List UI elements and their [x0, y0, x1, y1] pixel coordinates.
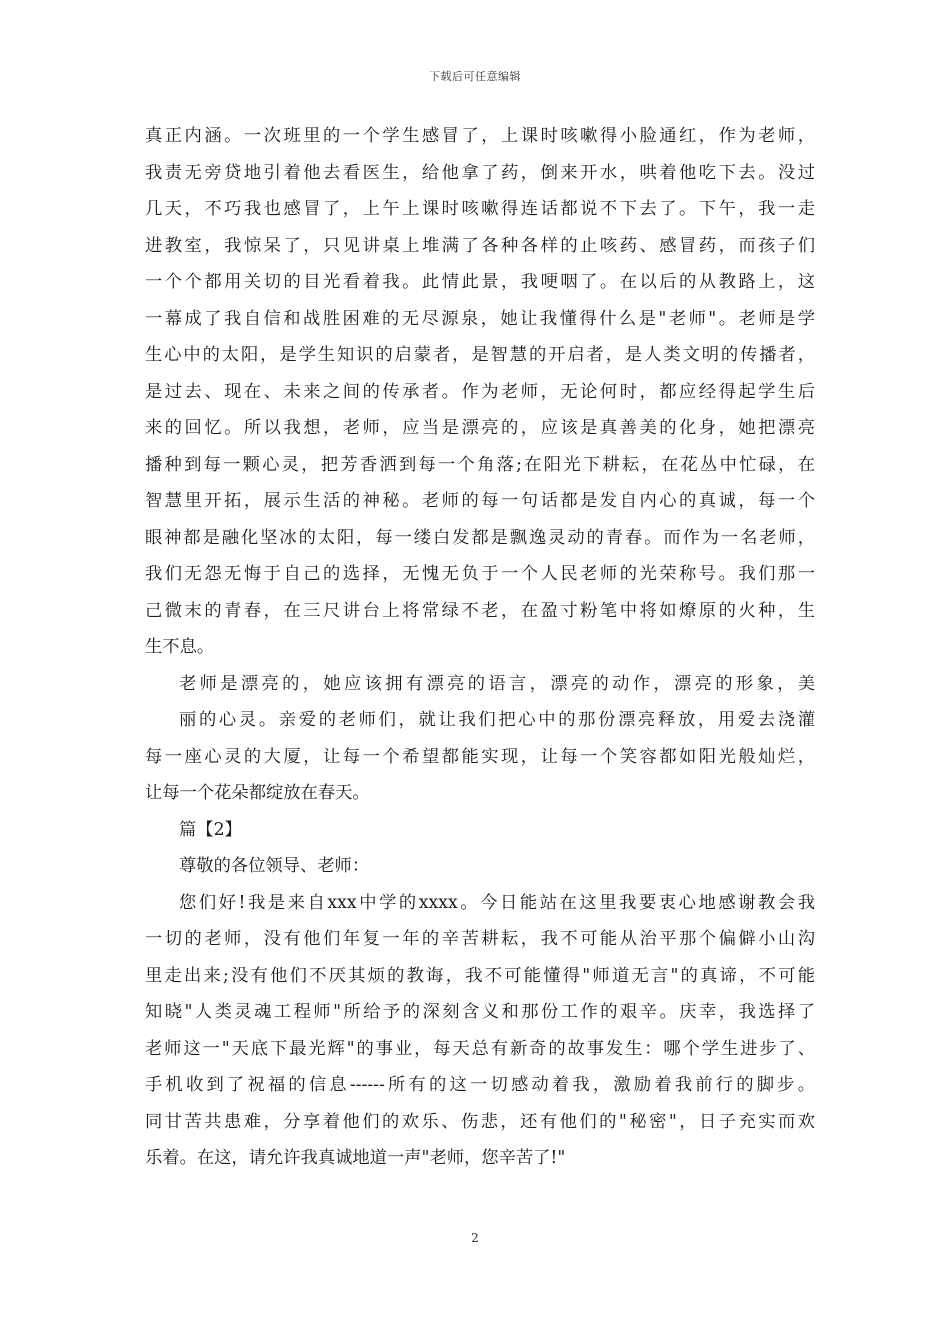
- text-line: 丽的心灵。亲爱的老师们，就让我们把心中的那份漂亮释放，用爱去浇灌: [179, 710, 815, 730]
- text-line: 生不息。: [145, 637, 215, 657]
- section-heading: 篇【2】: [179, 819, 242, 840]
- text-line: 播种到每一颗心灵，把芳香洒到每一个角落;在阳光下耕耘，在花丛中忙碌，在: [145, 454, 815, 475]
- text-line: 一幕成了我自信和战胜困难的无尽源泉，她让我懂得什么是"老师"。老师是学: [145, 308, 815, 329]
- text-line: 一个个都用关切的目光看着我。此情此景，我哽咽了。在以后的从教路上，这: [145, 272, 815, 292]
- text-line: 老师这一"天底下最光辉"的事业，每天总有新奇的故事发生：哪个学生进步了、: [145, 1038, 815, 1059]
- text-line: 真正内涵。一次班里的一个学生感冒了，上课时咳嗽得小脸通红，作为老师，: [145, 126, 815, 146]
- text-line: 一切的老师，没有他们年复一年的辛苦耕耘，我不可能从治平那个偏僻小山沟: [145, 929, 815, 949]
- text-line: 乐着。在这，请允许我真诚地道一声"老师，您辛苦了!": [145, 1148, 566, 1168]
- text-line: 是过去、现在、未来之间的传承者。作为老师，无论何时，都应经得起学生后: [145, 381, 815, 402]
- text-line: 同甘苦共患难，分享着他们的欢乐、伤悲，还有他们的"秘密"，日子充实而欢: [145, 1111, 815, 1132]
- text-line: 几天，不巧我也感冒了，上午上课时咳嗽得连话都说不下去了。下午，我一走: [145, 199, 815, 219]
- page-number: 2: [471, 1231, 479, 1245]
- document-body: [145, 118, 815, 1177]
- text-line: 己微末的青春，在三尺讲台上将常绿不老，在盈寸粉笔中将如燎原的火种，生: [145, 600, 815, 621]
- text-line: 来的回忆。所以我想，老师，应当是漂亮的，应该是真善美的化身，她把漂亮: [145, 418, 815, 438]
- text-line: 我们无怨无悔于自己的选择，无愧无负于一个人民老师的光荣称号。我们那一: [145, 564, 815, 584]
- text-line: 知晓"人类灵魂工程师"所给予的深刻含义和那份工作的艰辛。庆幸，我选择了: [145, 1002, 815, 1022]
- salutation: 尊敬的各位领导、老师：: [179, 856, 370, 876]
- text-line: 老师是漂亮的，她应该拥有漂亮的语言，漂亮的动作，漂亮的形象，美: [179, 673, 815, 694]
- text-line: 我责无旁贷地引着他去看医生，给他拿了药，倒来开水，哄着他吃下去。没过: [145, 162, 815, 183]
- text-line: 您们好!我是来自xxx中学的xxxx。今日能站在这里我要衷心地感谢教会我: [179, 892, 815, 913]
- text-line: 眼神都是融化坚冰的太阳，每一缕白发都是飘逸灵动的青春。而作为一名老师，: [145, 527, 815, 548]
- text-line: 里走出来;没有他们不厌其烦的教诲，我不可能懂得"师道无言"的真谛，不可能: [145, 965, 815, 986]
- text-line: 智慧里开拓，展示生活的神秘。老师的每一句话都是发自内心的真诚，每一个: [145, 491, 815, 511]
- text-line: 让每一个花朵都绽放在春天。: [145, 783, 370, 803]
- text-line: 生心中的太阳，是学生知识的启蒙者，是智慧的开启者，是人类文明的传播者，: [145, 345, 815, 365]
- header-note: 下载后可任意编辑: [429, 70, 521, 83]
- text-line: 每一座心灵的大厦，让每一个希望都能实现，让每一个笑容都如阳光般灿烂，: [145, 746, 815, 767]
- text-line: 进教室，我惊呆了，只见讲桌上堆满了各种各样的止咳药、感冒药，而孩子们: [145, 235, 815, 256]
- text-line: 手机收到了祝福的信息------所有的这一切感动着我，激励着我前行的脚步。: [145, 1075, 815, 1095]
